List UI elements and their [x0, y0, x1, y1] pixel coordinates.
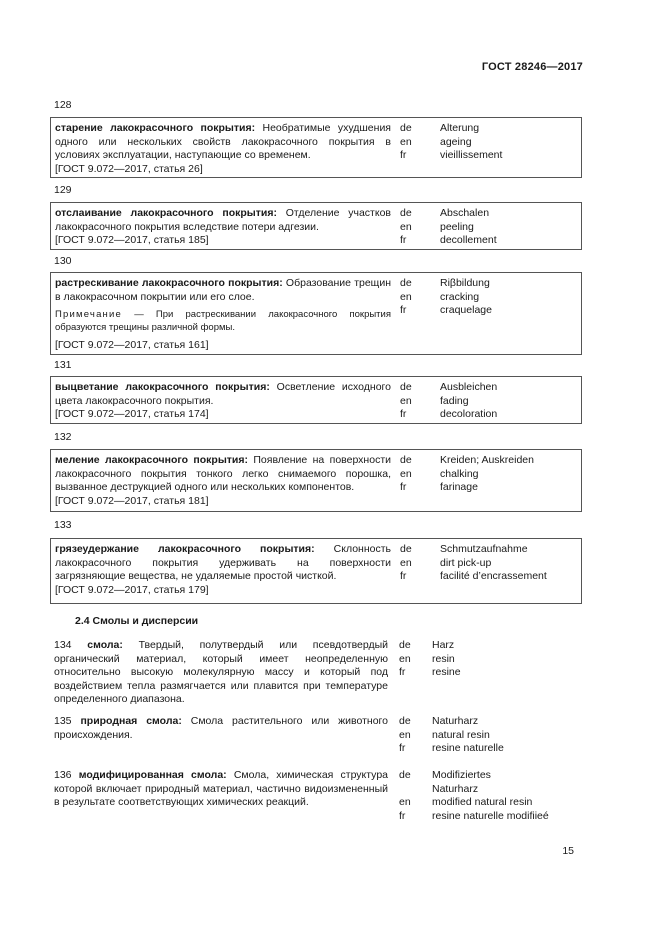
translation: decoloration: [440, 408, 498, 421]
definition-text: Склонность лакокрасочного покрытия удерживать на поверхности загрязняющие вещества, не удаляемые простой чисткой.: [55, 543, 391, 583]
lang-code: fr: [399, 742, 406, 755]
term-definition: [55, 207, 391, 248]
term-translations: [432, 639, 461, 680]
lang-code: de: [400, 277, 412, 289]
lang-code: de: [400, 122, 412, 134]
entry-number: 133: [54, 519, 72, 531]
term-translations: [440, 543, 547, 584]
source-reference: [ГОСТ 9.072—2017, статья 181]: [55, 494, 209, 507]
language-codes: [399, 769, 411, 823]
translation: resine naturelle: [432, 742, 504, 755]
lang-code: en: [400, 135, 412, 148]
term-entry-box: [50, 117, 582, 178]
definition-text: Образование трещин в лакокрасочном покрытии или его слое.: [55, 277, 391, 303]
term-translations: [440, 207, 497, 248]
page-number: 15: [562, 845, 574, 857]
translation: craquelage: [440, 304, 492, 317]
translation: dirt pick-up: [440, 556, 492, 569]
section-heading: 2.4 Смолы и дисперсии: [75, 615, 199, 627]
language-codes: [400, 381, 412, 422]
source-reference: [ГОСТ 9.072—2017, статья 179]: [55, 583, 209, 596]
translation: fading: [440, 394, 469, 407]
entry-number: 132: [54, 431, 72, 443]
entry-number: 128: [54, 99, 72, 111]
lang-code: [399, 783, 411, 797]
term-note: [55, 309, 391, 334]
language-codes: [400, 543, 412, 584]
lang-code: en: [400, 220, 412, 233]
lang-code: en: [399, 728, 411, 741]
note-label: Примечание: [55, 309, 122, 321]
lang-code: de: [400, 381, 412, 393]
translation: Naturharz: [432, 715, 479, 727]
source-reference: [ГОСТ 9.072—2017, статья 185]: [55, 234, 209, 247]
entry-number: 136: [54, 769, 72, 781]
term-definition: [55, 277, 391, 353]
term-definition: [55, 454, 391, 508]
lang-code: de: [400, 454, 412, 466]
lang-code: de: [400, 543, 412, 555]
term-translations: [440, 277, 492, 318]
translation: Alterung: [440, 122, 480, 134]
lang-code: fr: [399, 809, 406, 822]
term-entry-box: [50, 376, 582, 424]
translation: decollement: [440, 234, 497, 247]
translation: resin: [432, 652, 455, 665]
translation: peeling: [440, 220, 474, 233]
translation: Schmutzaufnahme: [440, 543, 528, 555]
term-translations: [432, 715, 504, 756]
translation: vieillissement: [440, 149, 503, 162]
term-name: смола:: [87, 639, 123, 651]
translation: resine: [432, 666, 461, 679]
translation: Abschalen: [440, 207, 490, 219]
entry-number: 129: [54, 184, 72, 196]
definition-text: Твердый, полутвердый или псевдотвердый органический материал, который имеет неопределенную относительно высокую молекулярную массу и который под воздействием тепла размягчается или плавится при температуре определенного диапазона.: [54, 639, 389, 706]
translation: Harz: [432, 639, 455, 651]
term-translations: [440, 381, 497, 422]
term-definition: [55, 122, 391, 176]
definition-text: Осветление исходного цвета лакокрасочного покрытия.: [55, 381, 391, 407]
language-codes: [400, 277, 412, 318]
term-translations: [432, 769, 549, 823]
term-name: модифицированная смола:: [78, 769, 227, 781]
source-reference: [ГОСТ 9.072—2017, статья 161]: [55, 339, 209, 352]
lang-code: fr: [400, 408, 407, 421]
note-text: — При растрескивании лакокрасочного покрытия образуются трещины различной формы.: [55, 309, 391, 333]
term-name: природная смола:: [80, 715, 182, 727]
lang-code: fr: [399, 666, 406, 679]
term-entry-box: [50, 272, 582, 355]
translation: Riβbildung: [440, 277, 490, 289]
term-name: старение лакокрасочного покрытия:: [55, 122, 256, 134]
language-codes: [400, 207, 412, 248]
lang-code: de: [399, 715, 411, 727]
language-codes: [400, 454, 412, 495]
translation: Kreiden; Auskreiden: [440, 454, 534, 466]
lang-code: de: [399, 769, 411, 781]
translation: Ausbleichen: [440, 381, 498, 393]
definition-text: Отделение участков лакокрасочного покрытия вследствие потери адгезии.: [55, 207, 391, 233]
term-entry: [54, 639, 388, 707]
translation: Modifiziertes: [432, 769, 491, 781]
lang-code: fr: [400, 149, 407, 162]
source-reference: [ГОСТ 9.072—2017, статья 26]: [55, 162, 203, 175]
term-definition: [55, 543, 391, 597]
translation: farinage: [440, 481, 478, 494]
term-translations: [440, 122, 502, 163]
term-entry-box: [50, 202, 582, 250]
lang-code: fr: [400, 304, 407, 317]
term-entry: [54, 769, 388, 810]
definition-text: Появление на поверхности лакокрасочного покрытия тонкого легко снимаемого порошка, вызванное деструкцией одного или нескольких компонентов.: [55, 454, 391, 494]
lang-code: en: [400, 467, 412, 480]
term-name: меление лакокрасочного покрытия:: [55, 454, 249, 466]
translation: cracking: [440, 290, 480, 303]
term-name: грязеудержание лакокрасочного покрытия:: [55, 543, 315, 555]
term-name: растрескивание лакокрасочного покрытия:: [55, 277, 283, 289]
lang-code: en: [400, 290, 412, 303]
lang-code: fr: [400, 481, 407, 494]
lang-code: de: [399, 639, 411, 651]
lang-code: en: [399, 796, 411, 809]
lang-code: en: [399, 652, 411, 665]
term-entry-box: [50, 538, 582, 604]
term-entry: [54, 715, 388, 742]
language-codes: [400, 122, 412, 163]
translation: natural resin: [432, 728, 490, 741]
standard-designation: ГОСТ 28246—2017: [481, 61, 583, 73]
translation: ageing: [440, 135, 472, 148]
entry-number: 135: [54, 715, 72, 727]
definition-text: Смола, химическая структура которой включает природный материал, частично видоизмененный в результате соответствующих химических реакций.: [54, 769, 388, 809]
lang-code: en: [400, 394, 412, 407]
source-reference: [ГОСТ 9.072—2017, статья 174]: [55, 408, 209, 421]
definition-text: Необратимые ухудшения одного или нескольких свойств лакокрасочного покрытия в условиях эксплуатации, наступающие со временем.: [55, 122, 391, 162]
translation: Naturharz: [432, 782, 479, 795]
language-codes: [399, 639, 411, 680]
lang-code: en: [400, 556, 412, 569]
translation: chalking: [440, 467, 479, 480]
term-translations: [440, 454, 534, 495]
entry-number: 131: [54, 359, 72, 371]
translation: resine naturelle modifiieé: [432, 809, 549, 822]
entry-number: 134: [54, 639, 72, 651]
lang-code: fr: [400, 234, 407, 247]
language-codes: [399, 715, 411, 756]
translation: modified natural resin: [432, 796, 533, 809]
term-name: отслаивание лакокрасочного покрытия:: [55, 207, 277, 219]
term-definition: [55, 381, 391, 422]
entry-number: 130: [54, 255, 72, 267]
term-name: выцветание лакокрасочного покрытия:: [55, 381, 270, 393]
lang-code: de: [400, 207, 412, 219]
term-entry-box: [50, 449, 582, 512]
definition-text: Смола растительного или животного происхождения.: [54, 715, 388, 741]
translation: facilité d’encrassement: [440, 570, 547, 583]
lang-code: fr: [400, 570, 407, 583]
